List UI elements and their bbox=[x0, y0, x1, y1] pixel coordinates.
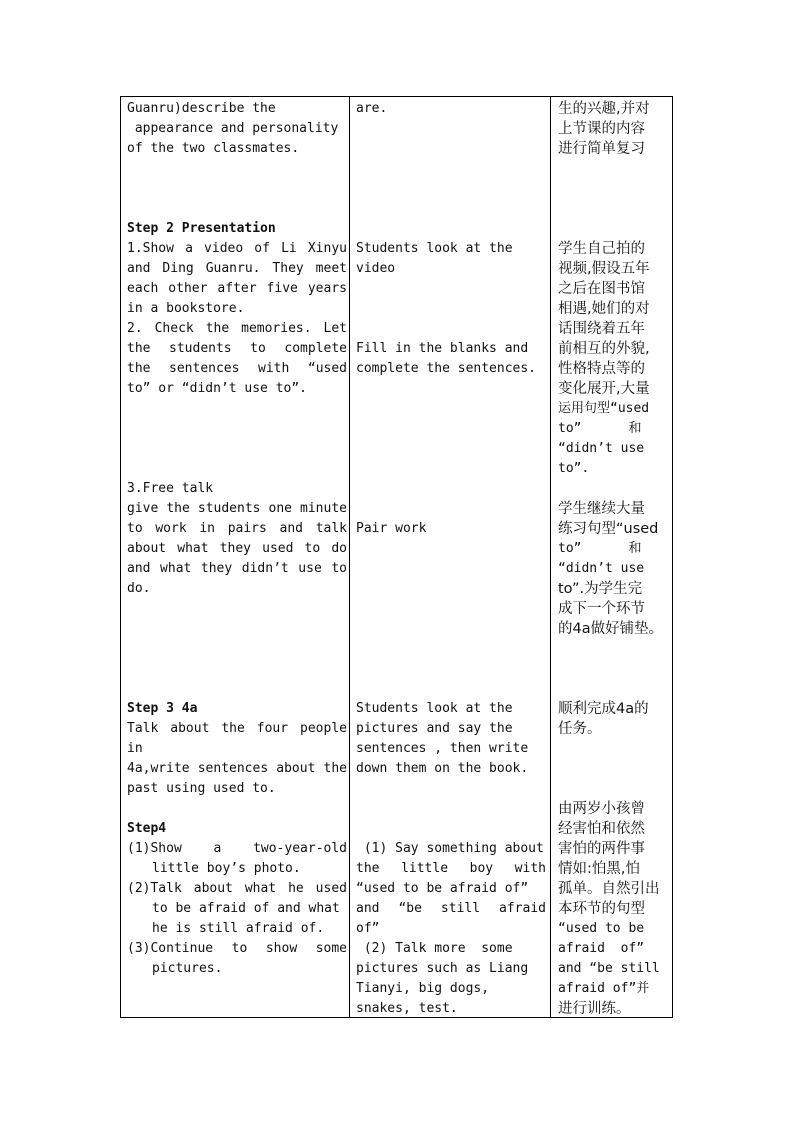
step2-student-activity-video: Students look at the video bbox=[356, 241, 513, 276]
step4-title: Step4 bbox=[127, 821, 167, 836]
step2-student-activity-pairwork: Pair work bbox=[356, 521, 427, 536]
free-talk-procedure: 3.Free talk give the students one minute to work in pairs and talk about what they used to do and what they didn’t use to do. bbox=[127, 481, 347, 596]
step4-student-activity: (1) Say something about the little boy with “used to be afraid of” and “be still afraid of” (2) Talk more some pictures such as Liang Tianyi, big dogs, snakes, test. bbox=[356, 841, 546, 1016]
column-divider bbox=[349, 97, 350, 1017]
step3-procedure: Step 3 4a Talk about the four people in 4a,write sentences about the past using used to. bbox=[127, 701, 347, 796]
column-divider bbox=[550, 97, 551, 1017]
step3-student-activity: Students look at the pictures and say the sentences , then write down them on the book. bbox=[356, 701, 529, 776]
free-talk-title: 3.Free talk bbox=[127, 481, 214, 496]
step3-title: Step 3 4a bbox=[127, 701, 198, 716]
step2-title: Step 2 Presentation bbox=[127, 221, 276, 236]
intro-design-intent: 生的兴趣,并对 上节课的内容 进行简单复习 bbox=[558, 101, 650, 157]
step2-design-intent-freetalk: 学生继续大量 练习句型“used to” 和 “didn’t use to”.为学生完 成下一个环节 的4a做好铺垫。 bbox=[558, 501, 664, 637]
step3-design-intent: 顺利完成4a的 任务。 bbox=[558, 701, 649, 737]
lesson-plan-table bbox=[120, 96, 673, 1018]
step2-design-intent-video: 学生自己拍的 视频,假设五年 之后在图书馆 相遇,她们的对 话围绕着五年 前相互的外貌, 性格特点等的 变化展开,大量 运用句型“used to” 和 “didn’t use to”. bbox=[558, 241, 650, 476]
intro-student-activity: are. bbox=[356, 101, 388, 116]
step2-procedure: Step 2 Presentation 1.Show a video of Li Xinyu and Ding Guanru. They meet each other after five years in a bookstore. 2. Check the memories. Let the students to complete the sentences with “used to” or “didn’t use to”. bbox=[127, 221, 347, 396]
step4-procedure: Step4 (1)Show a two-year-old little boy’s photo. (2)Talk about what he used to be afraid of and what he is still afraid of. (3)Continue to show some pictures. bbox=[127, 821, 347, 976]
step2-student-activity-blanks: Fill in the blanks and complete the sentences. bbox=[356, 341, 537, 376]
intro-procedure: Guanru)describe the appearance and personality of the two classmates. bbox=[127, 101, 339, 156]
step4-design-intent: 由两岁小孩曾 经害怕和依然 害怕的两件事 情如:怕黑,怕 孤单。自然引出 本环节的句型 “used to be afraid of” and “be still afraid of”并 进行训练。 bbox=[558, 801, 660, 1017]
